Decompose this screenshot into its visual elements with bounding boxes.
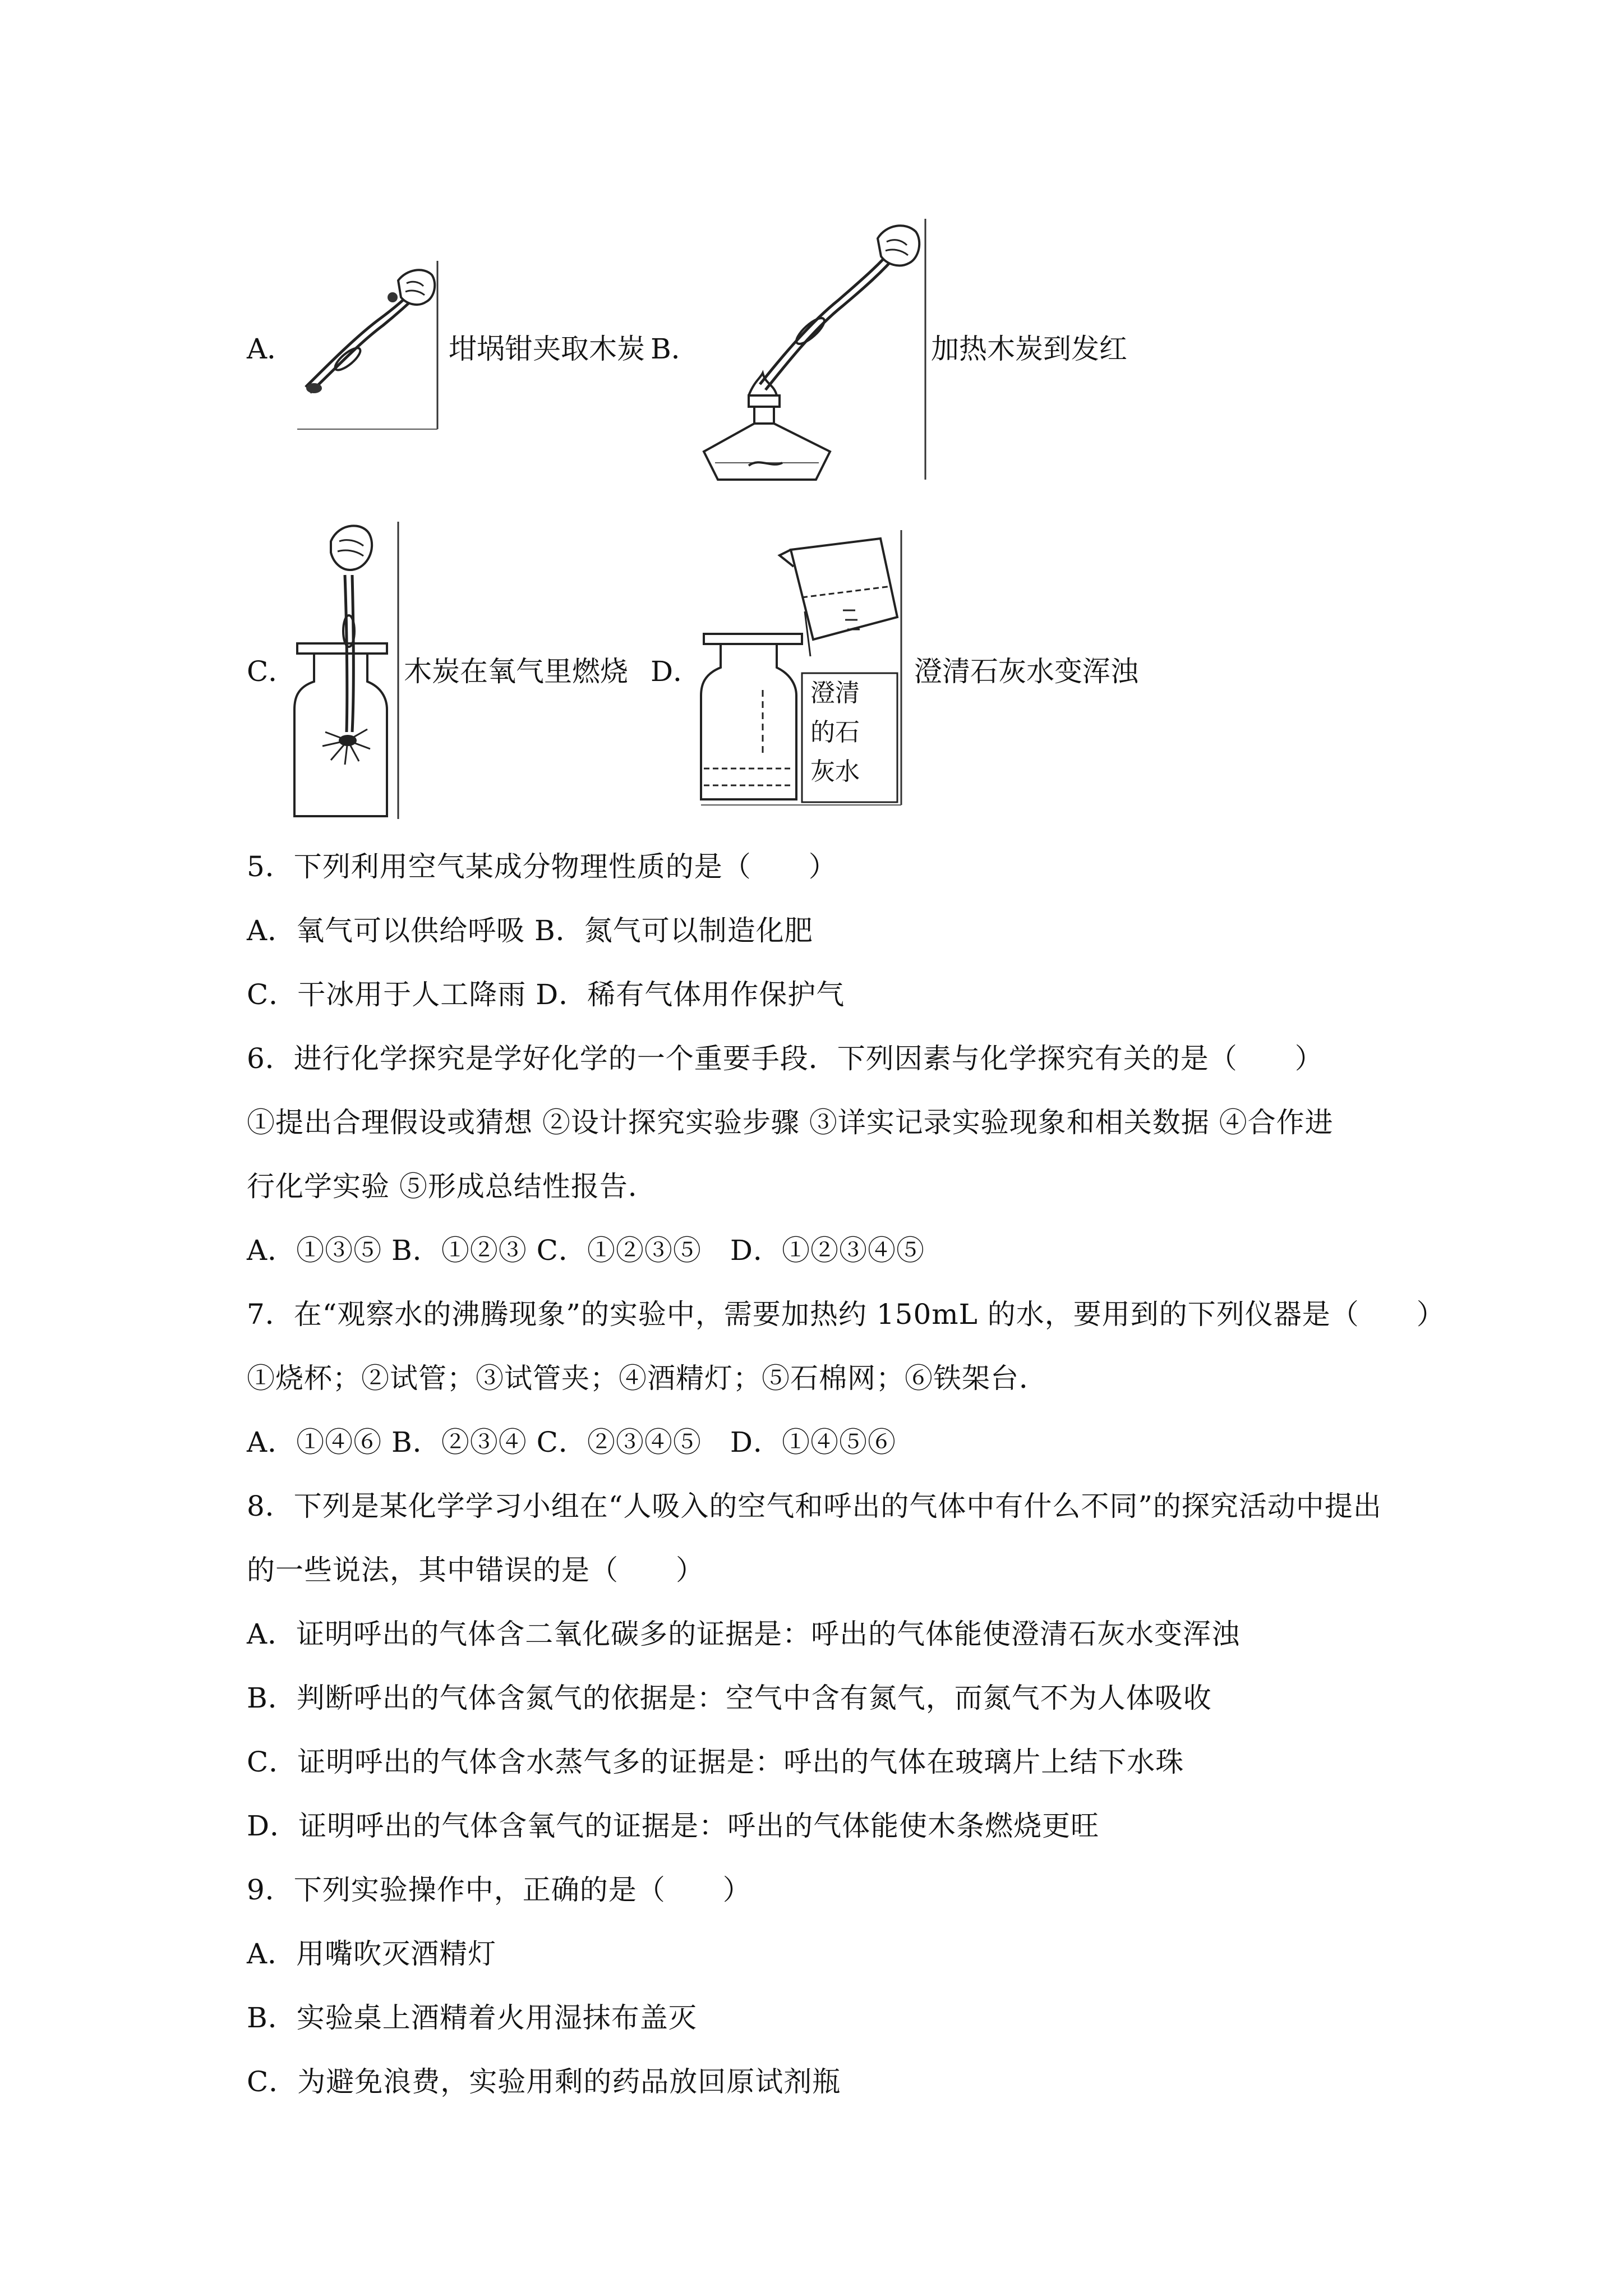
figure-a-caption: 坩埚钳夹取木炭	[449, 333, 645, 365]
figure-b-label: B．	[651, 333, 699, 365]
limewater-label-line-2: 的石	[810, 718, 860, 747]
q8-option-c: C．证明呼出的气体含水蒸气多的证据是：呼出的气体在玻璃片上结下水珠	[247, 1746, 1184, 1778]
q7-stem-2: ①烧杯；②试管；③试管夹；④酒精灯；⑤石棉网；⑥铁架台．	[247, 1362, 1048, 1395]
figure-d-image	[698, 527, 909, 808]
q9-option-b: B．实验桌上酒精着火用湿抹布盖灭	[247, 2001, 697, 2034]
figure-a-label: A．	[247, 333, 296, 365]
q8-stem-2: 的一些说法，其中错误的是（ ）	[247, 1554, 704, 1586]
q6-stem-1: 6．进行化学探究是学好化学的一个重要手段．下列因素与化学探究有关的是（ ）	[247, 1042, 1324, 1075]
q9-option-a: A．用嘴吹灭酒精灯	[247, 1938, 497, 1970]
q7-options: A．①④⑥ B．②③④ C．②③④⑤ D．①④⑤⑥	[247, 1426, 896, 1458]
q7-stem-1: 7．在“观察水的沸腾现象”的实验中，需要加热约 150mL 的水，要用到的下列仪器是（ ）	[247, 1298, 1445, 1331]
q6-stem-2: ①提出合理假设或猜想 ②设计探究实验步骤 ③详实记录实验现象和相关数据 ④合作进	[247, 1106, 1334, 1139]
limewater-label-line-1: 澄清	[810, 679, 860, 707]
figure-d-label: D．	[651, 655, 702, 688]
figure-b-caption: 加热木炭到发红	[931, 333, 1127, 365]
figure-a-image	[294, 258, 446, 432]
q8-stem-1: 8．下列是某化学学习小组在“人吸入的空气和呼出的气体中有什么不同”的探究活动中提出	[247, 1490, 1382, 1522]
figure-c-caption: 木炭在氧气里燃烧	[404, 655, 628, 688]
q5-stem: 5．下列利用空气某成分物理性质的是（ ）	[247, 850, 837, 883]
q6-stem-3: 行化学实验 ⑤形成总结性报告．	[247, 1170, 657, 1203]
q5-options-1: A．氧气可以供给呼吸 B．氮气可以制造化肥	[247, 914, 813, 947]
figure-d-caption: 澄清石灰水变浑浊	[914, 655, 1138, 688]
q6-options: A．①③⑤ B．①②③ C．①②③⑤ D．①②③④⑤	[247, 1234, 925, 1267]
q5-options-2: C．干冰用于人工降雨 D．稀有气体用作保护气	[247, 978, 845, 1011]
q9-option-c: C．为避免浪费，实验用剩的药品放回原试剂瓶	[247, 2065, 841, 2098]
limewater-label-line-3: 灰水	[810, 757, 860, 786]
figure-c-label: C．	[247, 655, 297, 688]
q8-option-d: D．证明呼出的气体含氧气的证据是：呼出的气体能使木条燃烧更旺	[247, 1810, 1100, 1842]
q9-stem: 9．下列实验操作中，正确的是（ ）	[247, 1874, 751, 1906]
q8-option-b: B．判断呼出的气体含氮气的依据是：空气中含有氮气，而氮气不为人体吸收	[247, 1682, 1212, 1714]
figure-b-image	[698, 216, 934, 482]
q8-option-a: A．证明呼出的气体含二氧化碳多的证据是：呼出的气体能使澄清石灰水变浑浊	[247, 1618, 1241, 1650]
figure-c-image	[292, 519, 404, 822]
